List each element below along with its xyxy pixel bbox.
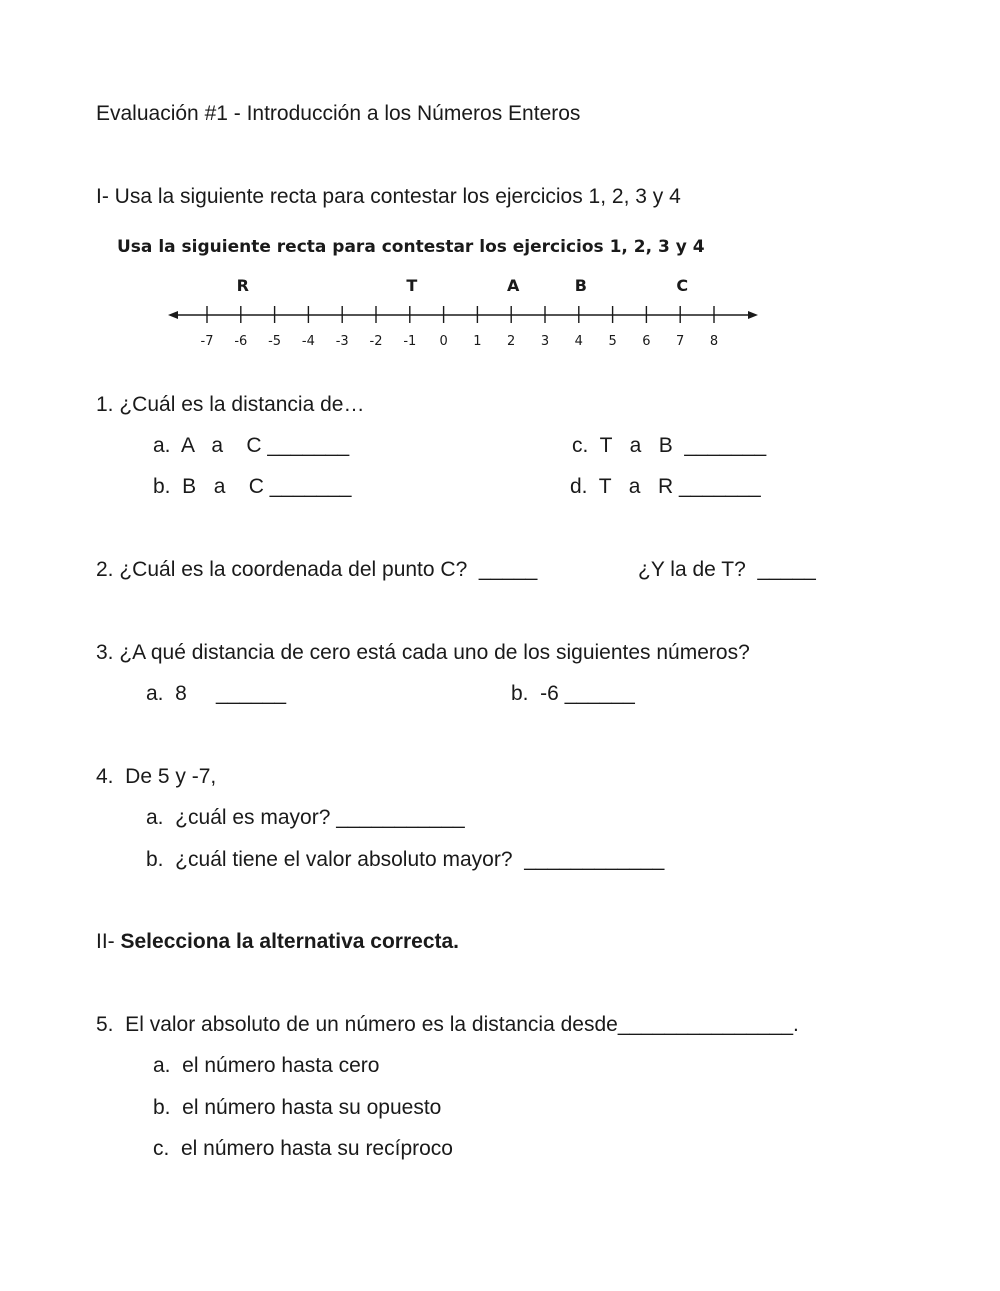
right-arrow-icon	[748, 311, 758, 319]
question-4-option-a: a. ¿cuál es mayor? ___________	[146, 806, 465, 829]
left-arrow-icon	[168, 311, 178, 319]
question-1-option-c: c. T a B _______	[572, 434, 767, 457]
tick-label: 5	[608, 334, 617, 349]
question-2-followup: ¿Y la de T? _____	[638, 558, 816, 581]
question-1-option-b: b. B a C _______	[153, 475, 352, 498]
number-line-figure-title: Usa la siguiente recta para contestar los ejercicios 1, 2, 3 y 4	[117, 237, 705, 257]
point-label-c: C	[676, 276, 689, 295]
point-label-b: B	[574, 276, 587, 295]
tick-label: 7	[676, 334, 685, 349]
question-2-stem: 2. ¿Cuál es la coordenada del punto C? _____	[96, 558, 538, 581]
question-3-stem: 3. ¿A qué distancia de cero está cada uno de los siguientes números?	[96, 641, 750, 664]
page-title: Evaluación #1 - Introducción a los Números Enteros	[96, 102, 581, 125]
tick-label: 1	[473, 334, 482, 349]
point-label-a: A	[507, 276, 520, 295]
section-2-prefix: II-	[96, 930, 121, 953]
tick-label: -2	[369, 334, 383, 349]
tick-label: 0	[439, 334, 448, 349]
tick-label: 3	[540, 334, 550, 349]
question-5-option-c: c. el número hasta su recíproco	[153, 1137, 453, 1160]
point-label-t: T	[406, 276, 418, 295]
question-5-option-b: b. el número hasta su opuesto	[153, 1096, 442, 1119]
number-line-group	[168, 276, 758, 349]
tick-label: 4	[574, 334, 583, 349]
question-5-stem: 5. El valor absoluto de un número es la distancia desde_______________.	[96, 1013, 799, 1036]
question-1-stem: 1. ¿Cuál es la distancia de…	[96, 393, 365, 416]
question-3-option-b: b. -6 ______	[511, 682, 635, 705]
point-label-r: R	[236, 276, 249, 295]
question-4-option-b: b. ¿cuál tiene el valor absoluto mayor? ____________	[146, 848, 665, 871]
tick-label: 6	[642, 334, 651, 349]
tick-label: 2	[507, 334, 516, 349]
tick-label: -4	[301, 334, 315, 349]
section-1-heading: I- Usa la siguiente recta para contestar los ejercicios 1, 2, 3 y 4	[96, 185, 681, 208]
question-5-option-a: a. el número hasta cero	[153, 1054, 380, 1077]
tick-label: -5	[268, 334, 282, 349]
question-1-option-d: d. T a R _______	[570, 475, 761, 498]
tick-label: -6	[234, 334, 248, 349]
question-4-stem: 4. De 5 y -7,	[96, 765, 217, 788]
section-2-heading: Selecciona la alternativa correcta.	[120, 930, 460, 953]
tick-label: -1	[403, 334, 417, 349]
question-3-option-a: a. 8 ______	[146, 682, 287, 705]
tick-label: -7	[200, 334, 214, 349]
section-2-heading-line	[96, 931, 459, 952]
tick-label: -3	[335, 334, 349, 349]
tick-label: 8	[709, 334, 719, 349]
question-1-option-a: a. A a C _______	[153, 434, 350, 457]
